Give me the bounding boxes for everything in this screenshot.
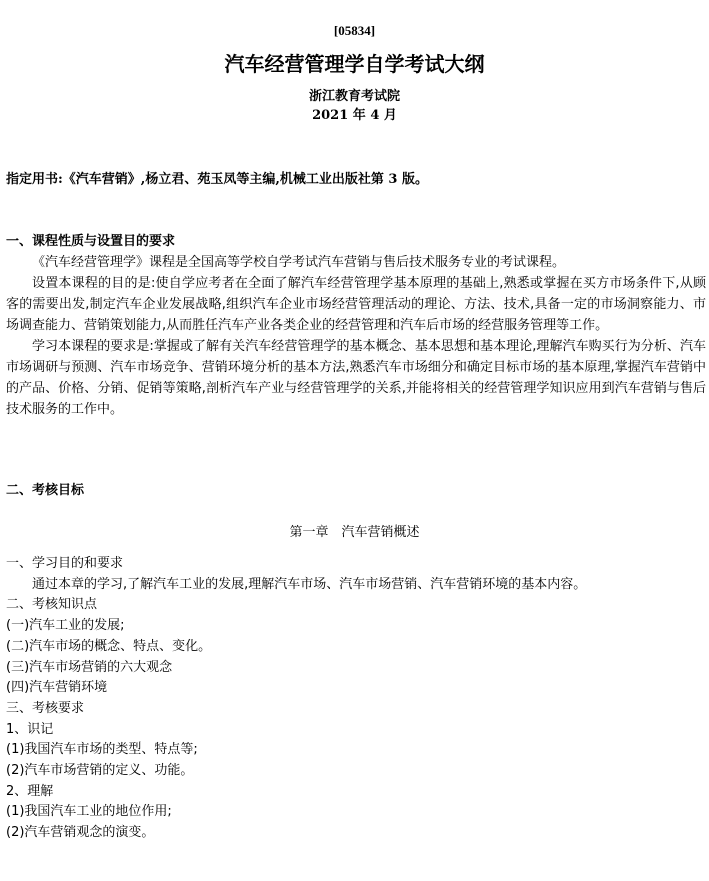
chapter-line: (三)汽车市场营销的六大观念 [6, 659, 173, 675]
chapter-line: 一、学习目的和要求 [6, 556, 124, 571]
course-code: [05834] [333, 23, 376, 38]
chapter-line: 2、理解 [6, 783, 54, 799]
organization-name: 浙江教育考试院 [308, 89, 400, 104]
document-title: 汽车经营管理学自学考试大纲 [224, 52, 485, 76]
section-1-body [6, 252, 706, 420]
chapter-line: (四)汽车营销环境 [6, 680, 108, 696]
designated-textbook: 指定用书:《汽车营销》,杨立君、苑玉凤等主编,机械工业出版社第 3 版。 [6, 172, 428, 187]
chapter-1-content [6, 554, 706, 844]
chapter-line: (1)我国汽车市场的类型、特点等; [6, 742, 198, 758]
chapter-line: 三、考核要求 [6, 700, 85, 716]
section-1-paragraph: 设置本课程的目的是:使自学应考者在全面了解汽车经营管理学基本原理的基础上,熟悉或掌握在买方市场条件下,从顾客的需要出发,制定汽车企业发展战略,组织汽车企业市场经营管理活动的理论、方法、技术,具备一定的市场洞察能力、市场调查能力、营销策划能力,从而胜任汽车产业各类企业的经营管理和汽车后市场的经营服务管理等工作。 [6, 276, 706, 333]
chapter-line: (1)我国汽车工业的地位作用; [6, 804, 172, 820]
section-1-paragraph: 学习本课程的要求是:掌握或了解有关汽车经营管理学的基本概念、基本思想和基本理论,理解汽车购买行为分析、汽车市场调研与预测、汽车市场竞争、营销环境分析的基本方法,熟悉汽车市场细分和确定目标市场的基本原理,掌握汽车营销中的产品、价格、分销、促销等策略,剖析汽车产业与经营管理学的关系,并能将相关的经营管理学知识应用到汽车营销与售后技术服务的工作中。 [6, 339, 706, 417]
chapter-title: 第一章 汽车营销概述 [289, 525, 420, 540]
section-1-heading: 一、课程性质与设置目的要求 [6, 234, 176, 249]
chapter-line: (2)汽车市场营销的定义、功能。 [6, 763, 194, 779]
section-2-heading: 二、考核目标 [6, 483, 85, 498]
section-1-paragraph: 《汽车经营管理学》课程是全国高等学校自学考试汽车营销与售后技术服务专业的考试课程。 [32, 255, 566, 270]
chapter-line: 1、识记 [6, 721, 54, 737]
chapter-line: 二、考核知识点 [6, 597, 98, 613]
chapter-line: (2)汽车营销观念的演变。 [6, 825, 155, 841]
chapter-line: (一)汽车工业的发展; [6, 618, 125, 634]
chapter-line: 通过本章的学习,了解汽车工业的发展,理解汽车市场、汽车市场营销、汽车营销环境的基本内容。 [32, 576, 587, 592]
publish-date: 2021 年 4 月 [312, 108, 397, 123]
chapter-line: (二)汽车市场的概念、特点、变化。 [6, 638, 212, 654]
